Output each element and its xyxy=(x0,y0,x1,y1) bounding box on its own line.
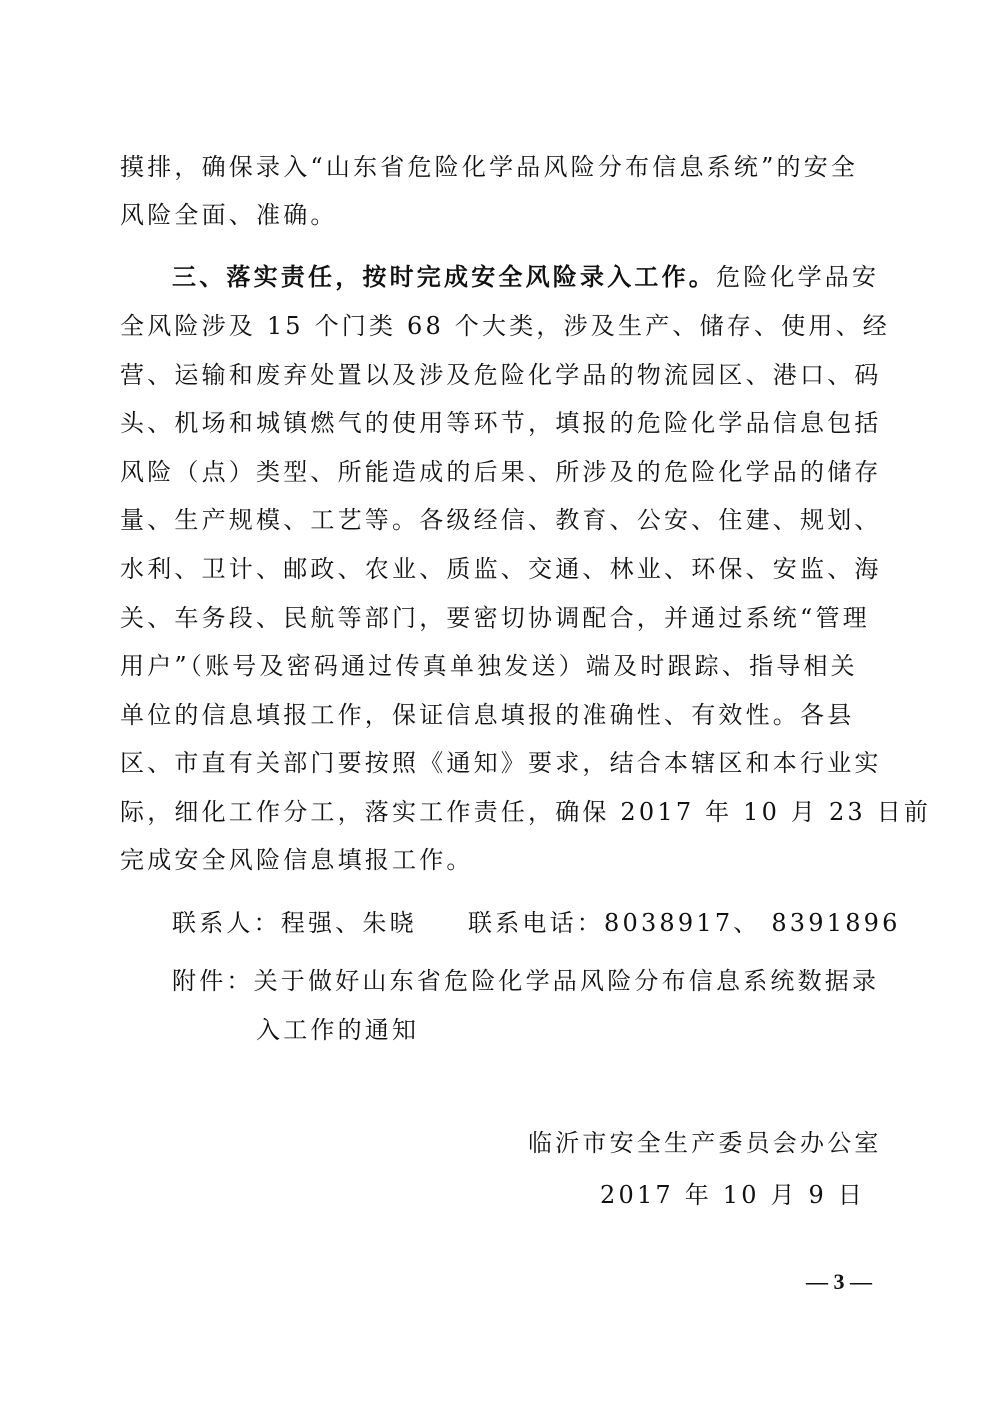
issuing-organization: 临沂市安全生产委员会办公室 xyxy=(528,1129,882,1157)
body-line: 头、机场和城镇燃气的使用等环节，填报的危险化学品信息包括 xyxy=(120,409,882,437)
section-3-first-line xyxy=(172,262,932,292)
body-line: 用户”（账号及密码通过传真单独发送）端及时跟踪、指导相关 xyxy=(120,652,858,680)
body-line: 水利、卫计、邮政、农业、质监、交通、林业、环保、安监、海 xyxy=(120,555,882,583)
section-3-heading: 三、落实责任，按时完成安全风险录入工作。 xyxy=(172,262,716,291)
issue-date: 2017 年 10 月 9 日 xyxy=(600,1181,866,1209)
contact-phone: 联系电话：8038917、 8391896 xyxy=(468,909,901,937)
attachment-line: 附件：关于做好山东省危险化学品风险分布信息系统数据录 xyxy=(172,967,880,995)
attachment-line-continued: 入工作的通知 xyxy=(256,1016,420,1044)
body-line: 区、市直有关部门要按照《通知》要求，结合本辖区和本行业实 xyxy=(120,749,882,777)
body-line: 量、生产规模、工艺等。各级经信、教育、公安、住建、规划、 xyxy=(120,506,882,534)
body-line: 完成安全风险信息填报工作。 xyxy=(120,846,474,874)
section-3-text: 危险化学品安 xyxy=(716,263,880,291)
body-line: 单位的信息填报工作，保证信息填报的准确性、有效性。各县 xyxy=(120,701,855,729)
body-line: 营、运输和废弃处置以及涉及危险化学品的物流园区、港口、码 xyxy=(120,361,882,389)
body-line: 风险全面、准确。 xyxy=(120,201,338,229)
contact-persons: 联系人：程强、朱晓 xyxy=(172,909,417,937)
body-line: 摸排，确保录入“山东省危险化学品风险分布信息系统”的安全 xyxy=(120,153,859,181)
body-line: 关、车务段、民航等部门，要密切协调配合，并通过系统“管理 xyxy=(120,604,870,632)
body-line: 全风险涉及 15 个门类 68 个大类，涉及生产、储存、使用、经 xyxy=(120,312,890,340)
body-line: 际，细化工作分工，落实工作责任，确保 2017 年 10 月 23 日前 xyxy=(120,798,932,826)
page-number: — 3 — xyxy=(806,1269,872,1294)
contact-line xyxy=(172,908,932,938)
body-line: 风险（点）类型、所能造成的后果、所涉及的危险化学品的储存 xyxy=(120,458,882,486)
